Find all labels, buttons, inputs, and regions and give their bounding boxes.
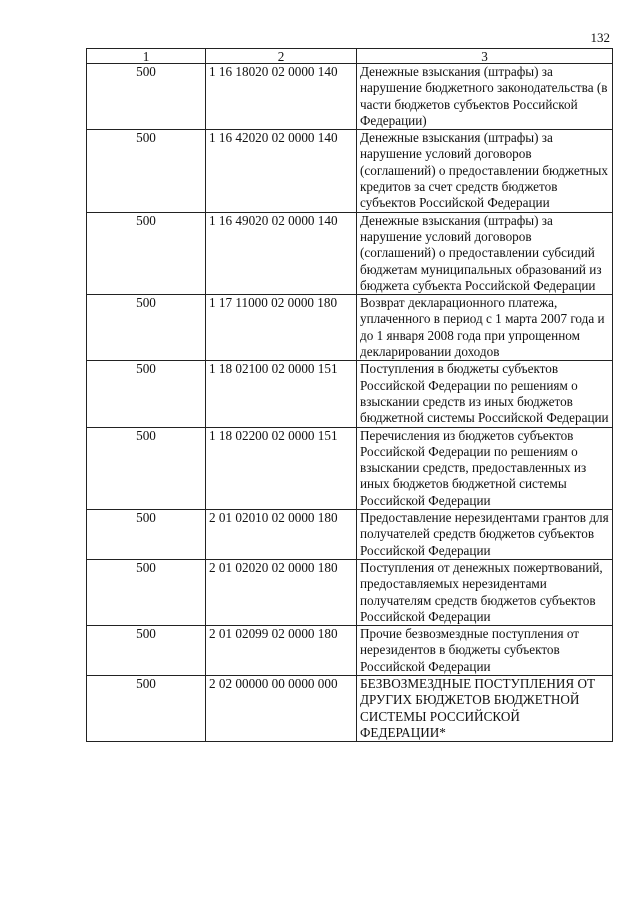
column-header-1: 1	[87, 49, 206, 64]
budget-code-cell: 1 16 49020 02 0000 140	[206, 212, 357, 294]
table-row	[87, 675, 613, 741]
budget-code-cell: 2 01 02010 02 0000 180	[206, 510, 357, 560]
admin-code-cell: 500	[87, 559, 206, 625]
income-name-cell: Денежные взыскания (штрафы) за нарушение условий договоров (соглашений) о предоставлении бюджетных кредитов за счет средств бюджетов субъектов Российской Федерации	[357, 130, 613, 212]
admin-code-cell: 500	[87, 64, 206, 130]
table-row	[87, 361, 613, 427]
admin-code-cell: 500	[87, 361, 206, 427]
table-row	[87, 130, 613, 212]
budget-code-cell: 2 02 00000 00 0000 000	[206, 675, 357, 741]
budget-code-cell: 1 18 02100 02 0000 151	[206, 361, 357, 427]
income-name-cell: Поступления от денежных пожертвований, предоставляемых нерезидентами получателям средств бюджетов субъектов Российской Федерации	[357, 559, 613, 625]
admin-code-cell: 500	[87, 295, 206, 361]
column-header-3: 3	[357, 49, 613, 64]
admin-code-cell: 500	[87, 626, 206, 676]
income-name-cell: Прочие безвозмездные поступления от нерезидентов в бюджеты субъектов Российской Федерации	[357, 626, 613, 676]
table-row	[87, 626, 613, 676]
table-row	[87, 64, 613, 130]
table-row	[87, 510, 613, 560]
table-row	[87, 212, 613, 294]
admin-code-cell: 500	[87, 675, 206, 741]
budget-code-cell: 2 01 02020 02 0000 180	[206, 559, 357, 625]
budget-code-cell: 1 17 11000 02 0000 180	[206, 295, 357, 361]
income-name-cell: Возврат декларационного платежа, уплаченного в период с 1 марта 2007 года и до 1 января 2008 года при упрощенном декларировании доходов	[357, 295, 613, 361]
budget-code-cell: 1 18 02200 02 0000 151	[206, 427, 357, 509]
table-row	[87, 559, 613, 625]
budget-code-cell: 2 01 02099 02 0000 180	[206, 626, 357, 676]
column-header-2: 2	[206, 49, 357, 64]
income-name-cell: Перечисления из бюджетов субъектов Российской Федерации по решениям о взыскании средств, предоставленных из иных бюджетов бюджетной системы Российской Федерации	[357, 427, 613, 509]
budget-classification-table	[86, 48, 613, 742]
admin-code-cell: 500	[87, 212, 206, 294]
budget-code-cell: 1 16 18020 02 0000 140	[206, 64, 357, 130]
page-number: 132	[590, 30, 610, 45]
admin-code-cell: 500	[87, 510, 206, 560]
income-name-cell: БЕЗВОЗМЕЗДНЫЕ ПОСТУПЛЕНИЯ ОТ ДРУГИХ БЮДЖЕТОВ БЮДЖЕТНОЙ СИСТЕМЫ РОССИЙСКОЙ ФЕДЕРАЦИИ*	[357, 675, 613, 741]
income-name-cell: Денежные взыскания (штрафы) за нарушение условий договоров (соглашений) о предоставлении субсидий бюджетам муниципальных образований из бюджета субъекта Российской Федерации	[357, 212, 613, 294]
table-row	[87, 295, 613, 361]
table-header-row	[87, 49, 613, 64]
admin-code-cell: 500	[87, 427, 206, 509]
budget-code-cell: 1 16 42020 02 0000 140	[206, 130, 357, 212]
income-name-cell: Денежные взыскания (штрафы) за нарушение бюджетного законодательства (в части бюджетов субъектов Российской Федерации)	[357, 64, 613, 130]
table-row	[87, 427, 613, 509]
income-name-cell: Предоставление нерезидентами грантов для получателей средств бюджетов субъектов Российской Федерации	[357, 510, 613, 560]
admin-code-cell: 500	[87, 130, 206, 212]
income-name-cell: Поступления в бюджеты субъектов Российской Федерации по решениям о взыскании средств из иных бюджетов бюджетной системы Российской Федерации	[357, 361, 613, 427]
